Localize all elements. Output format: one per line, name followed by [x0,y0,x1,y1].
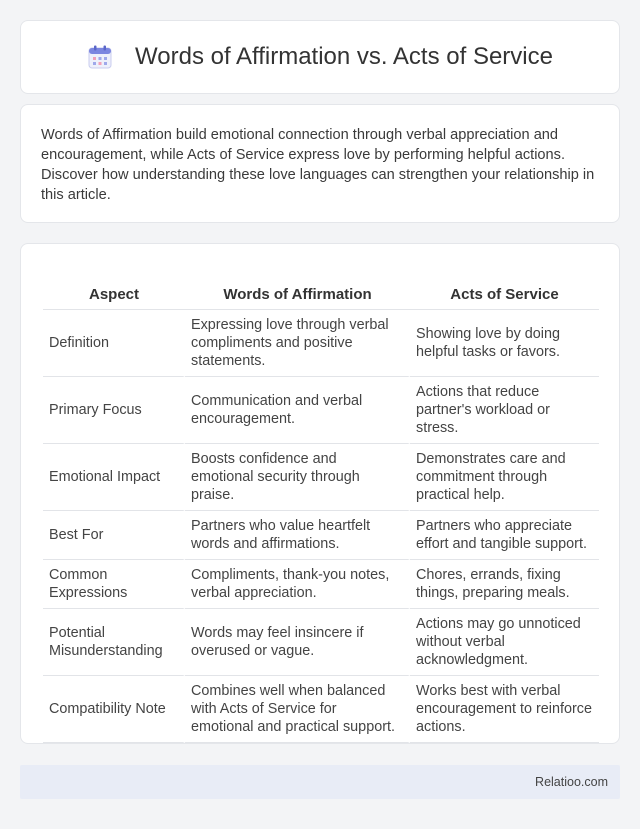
cell-words: Boosts confidence and emotional security through praise. [185,444,410,511]
cell-words: Partners who value heartfelt words and affirmations. [185,511,410,560]
cell-words: Communication and verbal encouragement. [185,377,410,444]
cell-acts: Chores, errands, fixing things, preparing meals. [410,560,599,609]
page-title: Words of Affirmation vs. Acts of Service [135,43,553,70]
footer [20,765,620,799]
cell-aspect: Primary Focus [43,377,185,444]
table-row [43,560,599,609]
header-words-of-affirmation: Words of Affirmation [185,264,410,310]
header-aspect: Aspect [43,264,185,310]
cell-acts: Works best with verbal encouragement to reinforce actions. [410,676,599,743]
cell-acts: Actions that reduce partner's workload or stress. [410,377,599,444]
cell-aspect: Common Expressions [43,560,185,609]
comparison-card [20,243,620,744]
cell-words: Combines well when balanced with Acts of Service for emotional and practical support. [185,676,410,743]
cell-acts: Actions may go unnoticed without verbal acknowledgment. [410,609,599,676]
title-card [20,20,620,94]
cell-words: Expressing love through verbal compliments and positive statements. [185,310,410,377]
cell-aspect: Definition [43,310,185,377]
cell-aspect: Compatibility Note [43,676,185,743]
cell-aspect: Emotional Impact [43,444,185,511]
header-acts-of-service: Acts of Service [410,264,599,310]
cell-aspect: Best For [43,511,185,560]
table-row [43,609,599,676]
cell-words: Words may feel insincere if overused or vague. [185,609,410,676]
table-row [43,511,599,560]
table-header-row [43,264,599,310]
cell-aspect: Potential Misunderstanding [43,609,185,676]
intro-text: Words of Affirmation build emotional connection through verbal appreciation and encouragement, while Acts of Service express love by performing helpful actions. Discover how understanding these love languages can strengthen your relationship in this article. [41,127,595,203]
cell-words: Compliments, thank-you notes, verbal appreciation. [185,560,410,609]
table-row [43,377,599,444]
cell-acts: Showing love by doing helpful tasks or favors. [410,310,599,377]
cell-acts: Partners who appreciate effort and tangible support. [410,511,599,560]
comparison-table [43,264,599,743]
table-row [43,444,599,511]
table-row [43,310,599,377]
cell-acts: Demonstrates care and commitment through practical help. [410,444,599,511]
table-row [43,676,599,743]
calendar-icon [87,44,113,70]
intro-card [20,104,620,223]
footer-brand: Relatioo.com [535,775,608,789]
